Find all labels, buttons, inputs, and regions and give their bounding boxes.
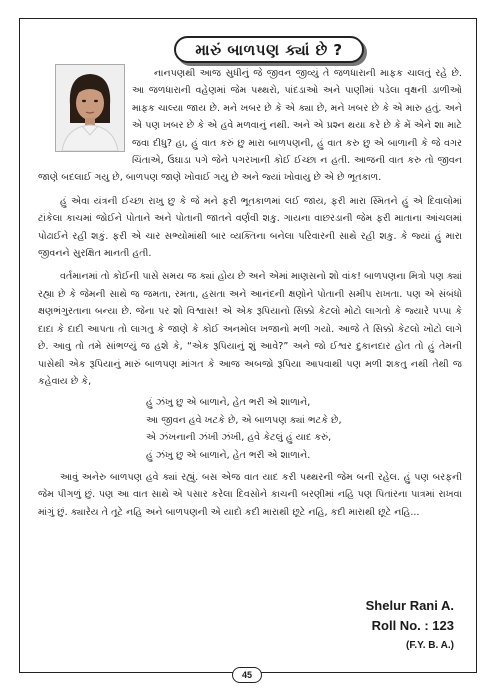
- page-title: મારું બાળપણ ક્યાં છે ?: [174, 36, 364, 63]
- poem-line: આ જીવન હવે ખટકે છે, એ બાળપણ ક્યાં ભટકે છે,: [146, 414, 342, 426]
- poem: [38, 394, 462, 464]
- roll-number: Roll No. : 123: [371, 618, 454, 633]
- paragraph: હું એવા યંત્રની ઈચ્છા રાખુ છુ કે જે મને ફરી ભૂતકાળમાં લઈ જાય, ફરી મારા સ્મિતને હું એ દિવાલોમાં ટાંકેલા કાચમાં જોઈને પોતાને અને પોતાની જાતને વર્ણવી શકુ. ગાયના વાછરડાની જેમ ફરી માતાના આંચલમાં પોઢાઈને રહી શકું. ફરી એ ચાર સભ્યોમાંથી બાર વ્યક્તિના બનેલા પરિવારની સાથે રહી શકુ. કે જ્યાં હું મારા જીવનને સુરક્ષિત માનતી હતી.: [38, 195, 462, 260]
- class-label: (F.Y. B. A.): [406, 640, 454, 651]
- article-body: [38, 65, 462, 527]
- poem-line: એ ઝંખનાની ઝંખી ઝંખી, હવે કેટલું હું યાદ કરું,: [146, 432, 332, 444]
- poem-line: હું ઝંખુ છુ એ બાળાને, હેત ભરી એ શાળાને,: [146, 397, 311, 409]
- paragraph: નાનપણથી આજ સુધીનું જે જીવન જીવ્યું તે જળધારાની માફક ચાલતું રહે છે. આ જળધારાની વહેણમાં જેમ પથ્થરો, પાંદડાઓ અને પાણીમાં પડેલા વૃક્ષની ડાળીઓ માફક ચાલ્યા જાય છે. મને ખબર છે કે એ ક્યા છે, મને ખબર છે કે એ મારુ હતું. અને એ પણ ખબર છે કે એ હવે મળવાનું નથી. અને એ પ્રશ્ન થયા કરે છે કે મેં એને શા માટે જવા દીધુ? હા, હું વાત કરું છુ મારા બાળપણની, હું વાત કરુ છુ એ બાળાની કે જે વગર ચિંતાએ, ઉઘાડા પગે જેને પગરખાની કોઈ ઈચ્છા ન હતી. આજની વાત કરુ તો જીવન જાણે બદલાઈ ગયુ છે, બાળપણ જાણે ખોવાઈ ગયુ છે અને જ્યાં ખોવાયુ છે એ છે ભૂતકાળ.: [38, 68, 462, 184]
- author-name: Shelur Rani A.: [365, 598, 454, 613]
- title-banner: [174, 36, 364, 63]
- closing-paragraph: આવું અનેરુ બાળપણ હવે ક્યાં રહ્યું. બસ એજ વાત યાદ કરી પથ્થરની જેમ બની રહેલ. હું પણ બરફની જેમ પીગળું છું. પણ આ વાત સાથે એ પસાર કરેલા દિવસોને કાચની બરણીમાં નહિ પણ પિતાંરના પાત્રમાં રાખવા માંગું છું. ક્યારેય તે તૂટે નહિ અને બાળપણની એ યાદો કદી મારાથી છૂટે નહિ, કદી મારાથી છૂટે નહિ...: [38, 471, 462, 518]
- signature-block: [366, 596, 454, 656]
- poem-line: હું ઝંખુ છુ એ બાળાને, હેત ભરી એ શાળાને.: [146, 449, 311, 461]
- page-number: 45: [232, 667, 262, 683]
- paragraph: વર્તમાનમાં તો કોઈની પાસે સમય જ ક્યાં હોય છે અને એમાં માણસનો શો વાંક! બાળપણના મિત્રો પણ ક્યાં રહ્યા છે કે જેમની સાથે જ જમતા, રમતા, હસતા અને આનંદની ક્ષણોને પોતાની સમીપ રાખતા. પણ એ સંબંધો ક્ષણભંગુરતાના બન્યા છે. જેના પર શો વિશ્વાસ! એ એક રૂપિયાનો સિક્કો કેટલો મોટો લાગતો કે જ્યારે પપ્પા કે દાદા કે દાદી આપતા તો લાગતુ કે જાણે કે કોઈ અનમોલ ખજાનો મળી ગયો. આજે તે સિક્કો કેટલો ખોટો લાગે છે. આવુ તો તમે સાંભળ્યું જ હશે કે, “એક રૂપિયાનું શું આવે?” અને જો ઈશ્વર દુકાનદાર હોત તો હું તેમની પાસેથી એક રૂપિયાનું મારું બાળપણ માંગત કે આજ અબજો રૂપિયા આપવાથી પણ મળી શકતુ નથી તેથી જ કહેવાય છે કે,: [38, 271, 462, 387]
